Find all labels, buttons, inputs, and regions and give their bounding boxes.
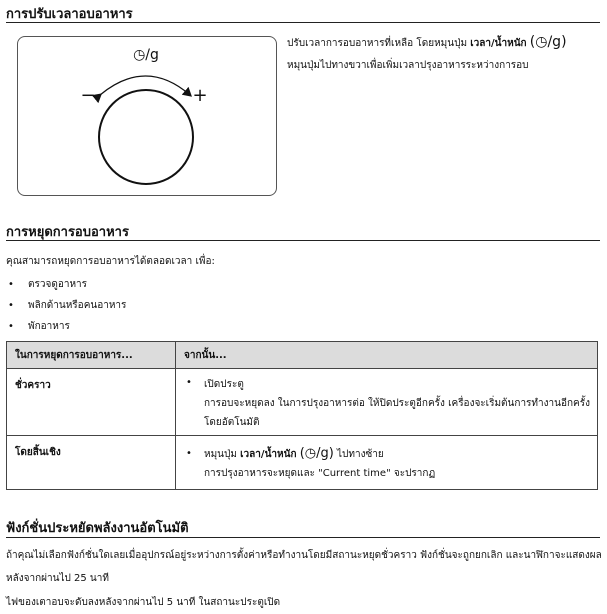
dial-graphic xyxy=(18,37,276,195)
stop-cooking-table xyxy=(6,341,598,490)
row-label: โดยสิ้นเชิง xyxy=(7,436,176,490)
row-line: เปิดประตู xyxy=(204,379,244,390)
bullet: • xyxy=(8,321,14,332)
eco-para1-line1: ถ้าคุณไม่เลือกฟังก์ชั่นใดเลยเมื่ออุปกรณ์อยู่ระหว่างการตั้งค่าหรือทำงานโดยมีสถานะหยุดชั่วคราว ฟังก์ชั่นจะถูกยกเลิก และนาฬิกาจะแสดงผล xyxy=(6,550,602,561)
list-item: พักอาหาร xyxy=(28,321,70,332)
table-header-col1: ในการหยุดการอบอาหาร... xyxy=(7,342,176,369)
row-label: ชั่วคราว xyxy=(7,369,176,436)
eco-para2: ไฟของเตาอบจะดับลงหลังจากผ่านไป 5 นาที ในสถานะประตูเปิด xyxy=(6,597,281,608)
dial-knob xyxy=(99,90,193,184)
adjust-desc-line1 xyxy=(287,34,567,52)
row-text: หมุนปุ่ม xyxy=(204,449,241,460)
section-heading-adjust-time: การปรับเวลาอบอาหาร xyxy=(6,7,133,22)
eco-para1-line2: หลังจากผ่านไป 25 นาที xyxy=(6,573,109,584)
heading-rule xyxy=(6,537,600,538)
clock-weight-icon: (◷/g) xyxy=(529,34,567,50)
stop-intro: คุณสามารถหยุดการอบอาหารได้ตลอดเวลา เพื่อ: xyxy=(6,256,215,267)
row-content xyxy=(176,369,598,436)
row-line xyxy=(204,444,597,464)
row-line: การปรุงอาหารจะหยุดและ "Current time" จะปรากฏ xyxy=(204,468,436,479)
table-row xyxy=(7,369,598,436)
bullet: • xyxy=(186,448,192,459)
dial-illustration xyxy=(17,36,277,196)
table-header-col2: จากนั้น... xyxy=(176,342,598,369)
section-heading-stop-cooking: การหยุดการอบอาหาร xyxy=(6,225,129,240)
time-weight-label: เวลา/น้ำหนัก xyxy=(470,38,527,49)
bullet: • xyxy=(8,279,14,290)
time-weight-label: เวลา/น้ำหนัก xyxy=(240,449,297,460)
table-row xyxy=(7,436,598,490)
dial-minus-sign: − xyxy=(80,85,96,106)
table-header-row xyxy=(7,342,598,369)
bullet: • xyxy=(186,377,192,388)
clock-weight-icon: (◷/g) xyxy=(299,446,334,461)
adjust-desc-line2: หมุนปุ่มไปทางขวาเพื่อเพิ่มเวลาปรุงอาหารระหว่างการอบ xyxy=(287,60,529,71)
row-line: การอบจะหยุดลง ในการปรุงอาหารต่อ ให้ปิดประตูอีกครั้ง เครื่องจะเริ่มต้นการทำงานอีกครั้ง xyxy=(204,398,590,409)
dial-label: ◷/g xyxy=(133,47,159,63)
desc-text: ปรับเวลาการอบอาหารที่เหลือ โดยหมุนปุ่ม xyxy=(287,38,471,49)
section-heading-auto-eco: ฟังก์ชั่นประหยัดพลังงานอัตโนมัติ xyxy=(6,521,189,536)
row-content xyxy=(176,436,598,490)
list-item: พลิกด้านหรือคนอาหาร xyxy=(28,300,127,311)
bullet: • xyxy=(8,300,14,311)
row-text: ไปทางซ้าย xyxy=(333,449,384,460)
heading-rule xyxy=(6,22,600,23)
row-line: โดยอัตโนมัติ xyxy=(204,417,260,428)
heading-rule xyxy=(6,240,600,241)
list-item: ตรวจดูอาหาร xyxy=(28,279,88,290)
dial-plus-sign: + xyxy=(192,85,208,106)
